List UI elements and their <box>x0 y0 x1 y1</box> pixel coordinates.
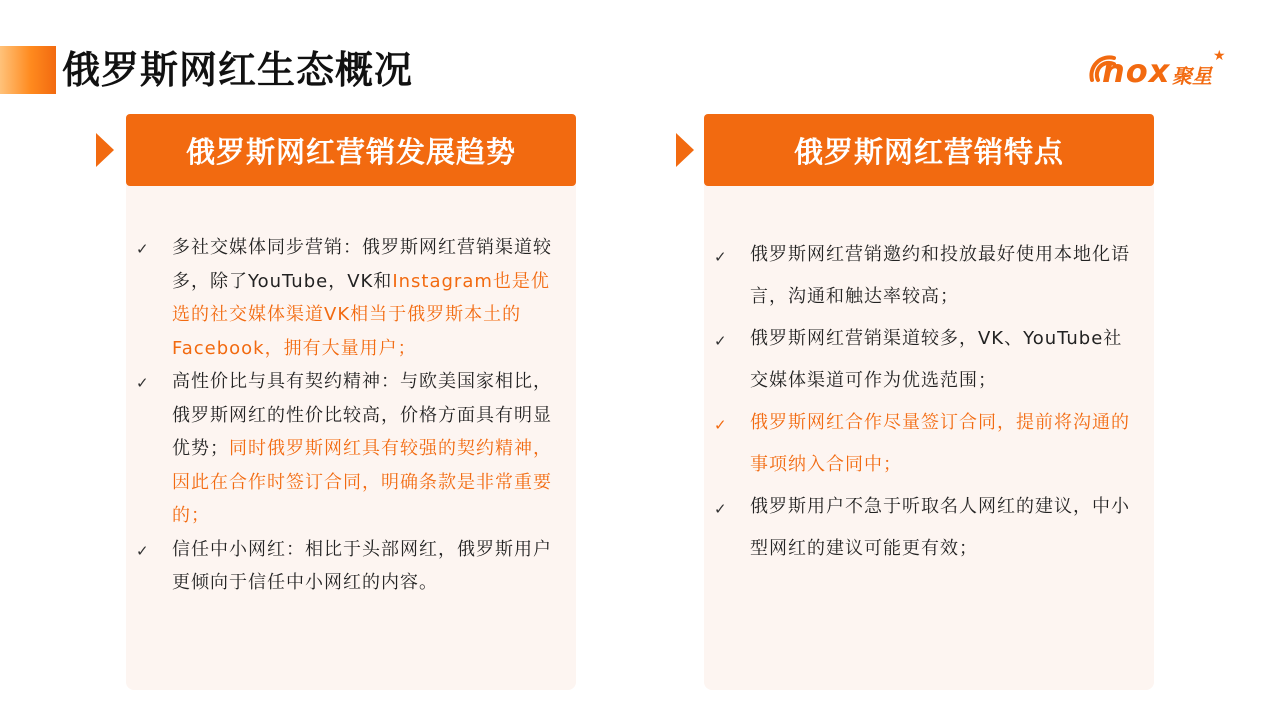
check-icon: ✓ <box>714 416 728 434</box>
logo-chinese-name: 聚星 <box>1172 64 1212 88</box>
item-text: 多社交媒体同步营销：俄罗斯网红营销渠道较多，除了YouTube，VK和 <box>172 237 552 292</box>
list-item <box>714 486 1134 570</box>
item-text: 俄罗斯网红营销邀约和投放最好使用本地化语言，沟通和触达率较高； <box>750 244 1130 307</box>
check-icon: ✓ <box>714 500 728 518</box>
nox-logo <box>1082 46 1232 94</box>
list-item <box>136 365 556 533</box>
item-text: 信任中小网红：相比于头部网红，俄罗斯用户更倾向于信任中小网红的内容。 <box>172 538 552 593</box>
check-icon: ✓ <box>136 240 150 258</box>
list-item <box>714 234 1134 318</box>
check-icon: ✓ <box>714 332 728 350</box>
title-accent-bar <box>0 46 56 94</box>
list-item <box>714 318 1134 402</box>
features-card-title: 俄罗斯网红营销特点 <box>793 134 1064 169</box>
item-text: 俄罗斯网红营销渠道较多，VK、YouTube社交媒体渠道可作为优选范围； <box>750 328 1123 391</box>
right-pointer-icon <box>676 133 694 167</box>
check-icon: ✓ <box>136 541 150 560</box>
item-text: 俄罗斯用户不急于听取名人网红的建议，中小型网红的建议可能更有效； <box>750 496 1130 559</box>
logo-wordmark: nox <box>1102 52 1171 90</box>
features-list <box>714 234 1134 570</box>
left-pointer-icon <box>96 133 114 167</box>
trend-card-title: 俄罗斯网红营销发展趋势 <box>185 134 516 169</box>
check-icon: ✓ <box>136 374 150 392</box>
check-icon: ✓ <box>714 248 728 266</box>
trend-list <box>136 231 556 600</box>
list-item-highlight <box>714 402 1134 486</box>
list-item <box>136 533 556 600</box>
trend-card-header <box>126 114 576 186</box>
list-item <box>136 231 556 365</box>
page-title: 俄罗斯网红生态概况 <box>62 48 414 92</box>
item-text-highlight: 同时俄罗斯网红具有较强的契约精神，因此在合作时签订合同，明确条款是非常重要的； <box>172 438 552 526</box>
item-text-highlight: Instagram也是优选的社交媒体渠道VK相当于俄罗斯本土的Facebook，拥有大量用户； <box>172 270 550 359</box>
item-text: 高性价比与具有契约精神：与欧美国家相比，俄罗斯网红的性价比较高，价格方面具有明显优势； <box>172 371 552 459</box>
features-card-header <box>704 114 1154 186</box>
star-icon: ★ <box>1213 48 1226 64</box>
item-text: 俄罗斯网红合作尽量签订合同，提前将沟通的事项纳入合同中； <box>750 412 1130 475</box>
